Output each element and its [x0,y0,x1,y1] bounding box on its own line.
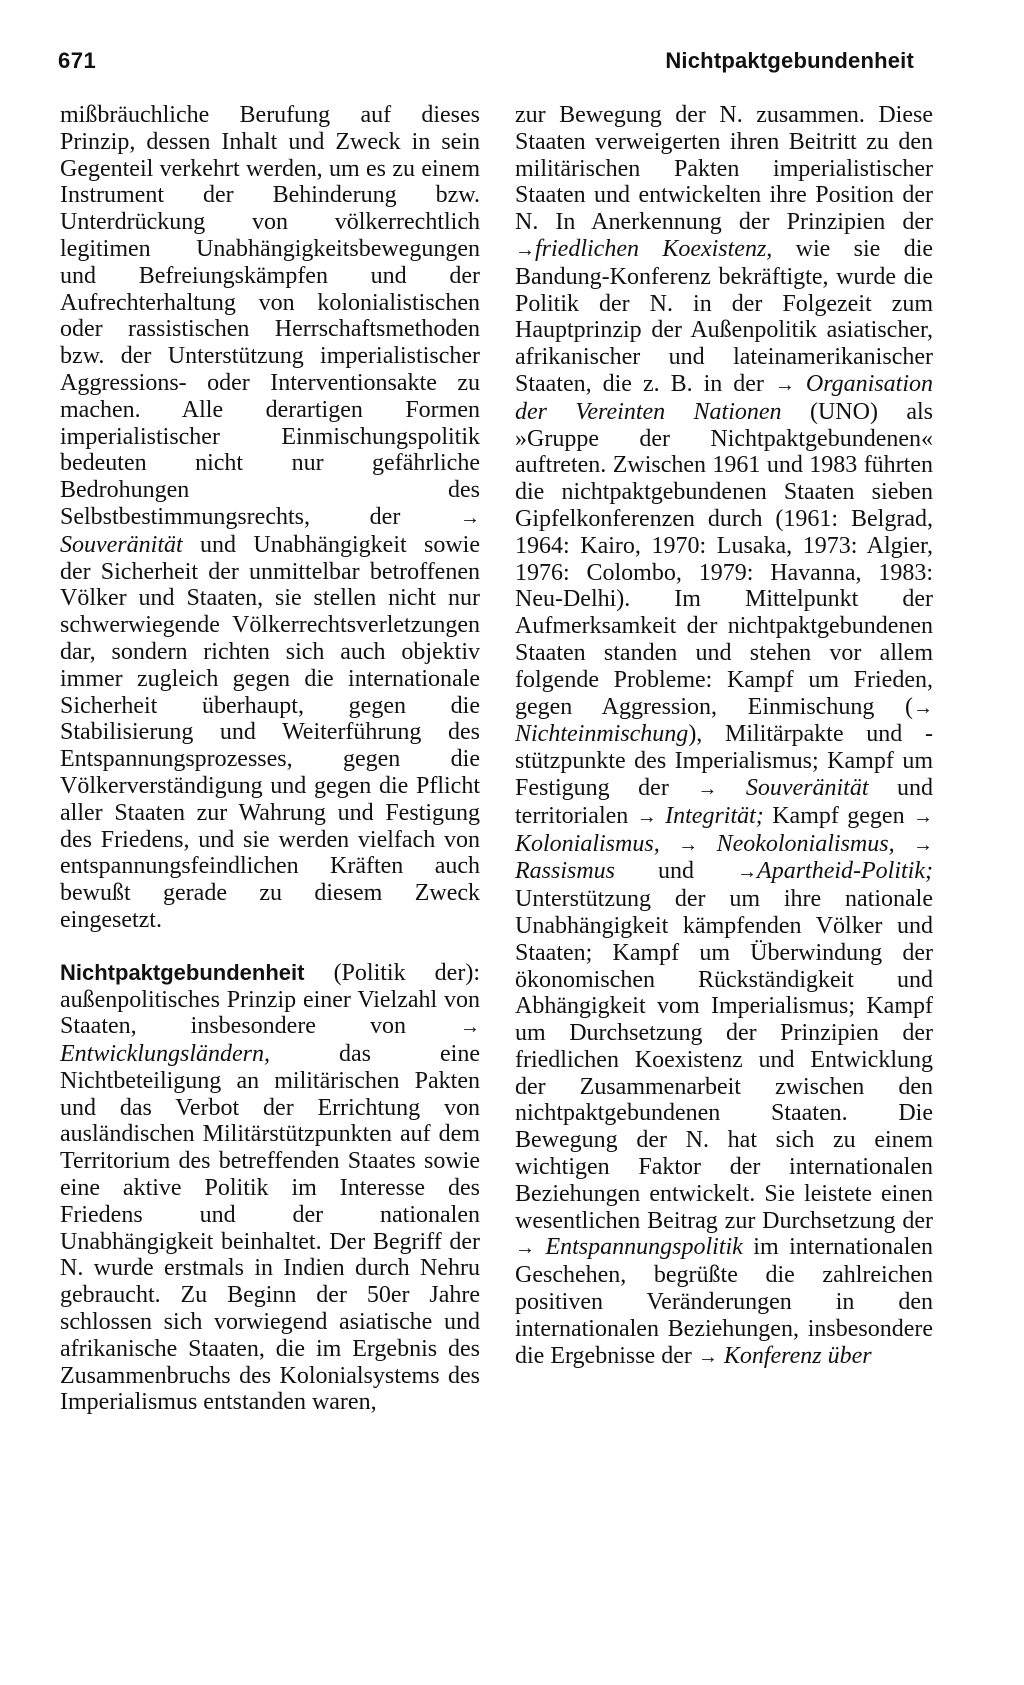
cross-reference-arrow-icon: → [737,861,758,884]
text-segment: im internationalen Geschehen, begrüßte die zahlreichen positiven Veränderungen in den internationalen Beziehungen, insbesondere die Ergebnisse der [515,1234,934,1369]
text-segment: (UNO) als »Gruppe der Nichtpaktgebundenen« auftreten. Zwischen 1961 und 1983 führten die nichtpaktgebundenen Staaten sieben Gipfelkonferenzen durch (1961: Belgrad, 1964: Kairo, 1970: Lusaka, 1973: Algier, 1976: Colombo, 1979: Havanna, 1983: Neu-Delhi). Im Mittelpunkt der Aufmerksamkeit der nichtpaktgebundenen Staaten standen und stehen vor allem folgende Probleme: Kampf um Frieden, gegen Aggression, Einmischung ( [515,398,933,720]
text-segment: das eine Nichtbeteiligung an militärischen Pakten und das Verbot der Errichtung von ausländischen Militärstützpunkten auf dem Territorium des betreffenden Staates sowie eine aktive Politik im Interesse des Friedens und der nationalen Unabhängigkeit beinhaltet. Der Begriff der N. wurde erstmals in Indien durch Nehru gebraucht. Zu Beginn der 50er Jahre schlossen sich vorwiegend asiatische und afrikanische Staaten, die im Ergebnis des Zusammenbruchs des Kolonialsystems des Imperialismus entstanden waren, [60,1041,481,1416]
cross-reference-link[interactable]: Entwicklungsländern, [60,1041,270,1068]
text-segment: mißbräuchliche Berufung auf dieses Prinzip, dessen Inhalt und Zweck in sein Gegenteil verkehrt werden, um es zu einem Instrument der Behinderung bzw. Unterdrückung von völkerrechtlich legitimen Unabhängigkeitsbewegungen und Befreiungskämpfen und der Aufrechterhaltung von kolonialistischen oder rassistischen Herrschaftsmethoden bzw. der Unterstützung imperialistischer Aggressions- oder Interventionsakte zu machen. Alle derartigen Formen imperialistischer Einmischungspolitik bedeuten nicht nur gefährliche Bedrohungen des Selbstbestimmungsrechts, der [60,102,480,530]
cross-reference-arrow-icon: → [678,833,699,856]
entry-headword: Nichtpaktgebundenheit [60,959,305,985]
cross-reference-link[interactable]: Souveränität [745,774,869,801]
text-segment: und Unabhängigkeit sowie der Sicherheit der unmittelbar betroffenen Völker und Staaten, sie stellen nicht nur schwerwiegende Völkerrechtsverletzungen dar, sondern richten sich auch objektiv immer zugleich gegen die internationale Sicherheit überhaupt, gegen die Stabilisierung und Weiterführung des Entspannungsprozesses, gegen die Völkerverständigung und gegen die Pflicht aller Staaten zur Wahrung und Festigung des Friedens, und sie werden vielfach von entspannungsfeindlichen Kräften auch bewußt gerade zu diesem Zweck eingesetzt. [60,531,480,933]
text-segment: wie sie die Bandung-Konferenz bekräftigte, wurde die Politik der N. in der Folgezeit zum Hauptprinzip der Außenpolitik asiatischer, afrikanischer und lateinamerikanischer Staaten, die z. B. in der [515,235,934,397]
cross-reference-arrow-icon: → [697,1345,718,1368]
text-segment: (Politik der): außenpolitisches Prinzip einer Vielzahl von Staaten, insbesondere von [60,959,480,1040]
cross-reference-arrow-icon: → [913,696,933,719]
cross-reference-arrow-icon: → [460,1016,481,1039]
cross-reference-arrow-icon: → [913,805,933,828]
cross-reference-arrow-icon: → [515,1237,535,1260]
cross-reference-link[interactable]: Souveränität [60,531,183,558]
text-segment: und [658,858,695,885]
cross-reference-link[interactable]: friedlichen Koexistenz, [535,235,773,262]
text-segment: Unterstützung der um ihre nationale Unabhängigkeit kämpfenden Völker und Staaten; Kampf um Überwindung der ökonomischen Rückständigkeit und Abhängigkeit vom Imperialismus; Kampf um Durchsetzung der Prinzipien der friedlichen Koexistenz und Entwicklung der Zusammenarbeit zwischen den nichtpaktgebundenen Staaten. Die Bewegung der N. hat sich zu einem wichtigen Faktor der internationalen Beziehungen entwickelt. Sie leistete einen wesentlichen Beitrag zur Durchsetzung der [515,886,933,1234]
text-segment: zur Bewegung der N. zusammen. Diese Staaten verweigerten ihren Beitritt zu den militärischen Pakten imperialistischer Staaten und entwickelten ihre Position der N. In Anerkennung der Prinzipien der [515,102,933,236]
cross-reference-link[interactable]: Konferenz über [723,1342,872,1369]
cross-reference-arrow-icon: → [774,373,795,396]
dictionary-entry [60,960,480,1417]
text-segment: Kampf gegen [772,802,905,829]
continued-paragraph [60,102,480,934]
cross-reference-link[interactable]: Integrität; [665,802,764,829]
cross-reference-link[interactable]: Apartheid-Politik; [757,858,933,885]
text-segment: ), Militärpakte und -stützpunkte des Imperialismus; Kampf um Festigung der [515,721,933,801]
cross-reference-arrow-icon: → [636,805,657,828]
cross-reference-arrow-icon: → [697,777,718,800]
running-head: Nichtpaktgebundenheit [665,48,914,73]
entry-continuation [515,102,933,1370]
cross-reference-arrow-icon: → [460,506,480,529]
right-column [515,102,933,1370]
left-column [60,102,480,1416]
cross-reference-link[interactable]: Kolonialismus, [515,830,660,857]
cross-reference-link[interactable]: Organisation der Vereinten Nationen [515,370,934,425]
page-number: 671 [58,48,97,73]
cross-reference-arrow-icon: → [913,833,934,856]
cross-reference-link[interactable]: Neokolonialismus, [716,830,895,857]
text-segment: und territorialen [515,774,934,829]
cross-reference-link[interactable]: Rassismus [515,858,616,885]
cross-reference-link[interactable]: Nichteinmischung [515,721,689,748]
cross-reference-link[interactable]: Entspannungspolitik [545,1234,743,1261]
cross-reference-arrow-icon: → [515,238,535,261]
